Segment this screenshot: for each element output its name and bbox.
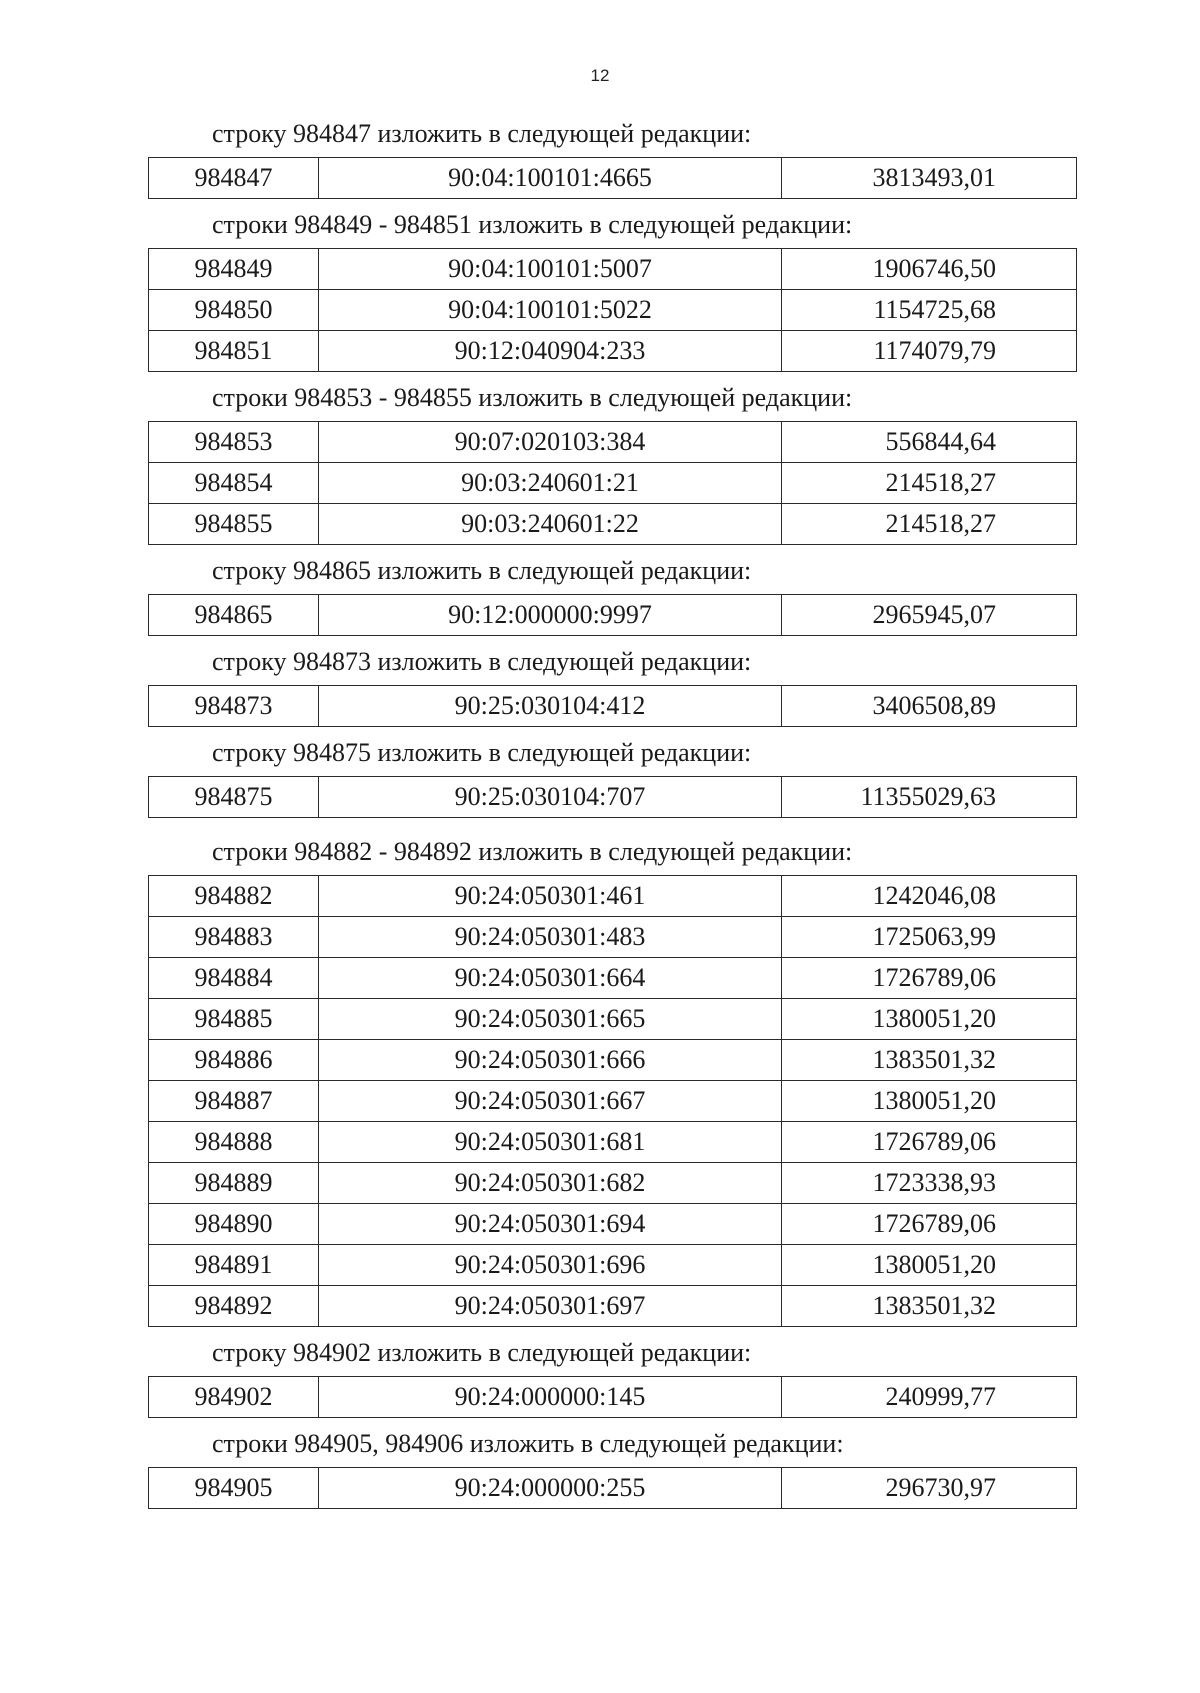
cadastral-number-cell: 90:24:000000:145 xyxy=(319,1377,782,1418)
row-number-cell: 984882 xyxy=(149,876,319,917)
cadastral-number-cell: 90:24:050301:697 xyxy=(319,1286,782,1327)
cadastral-value-cell: 1726789,06 xyxy=(782,1122,1077,1163)
amendment-instruction: строку 984865 изложить в следующей редакции: xyxy=(212,556,752,585)
table-row xyxy=(149,958,1077,999)
row-number-cell: 984891 xyxy=(149,1245,319,1286)
amendment-instruction: строку 984875 изложить в следующей редакции: xyxy=(212,738,752,767)
row-number-cell: 984865 xyxy=(149,595,319,636)
cadastral-number-cell: 90:24:050301:664 xyxy=(319,958,782,999)
cadastral-number-cell: 90:07:020103:384 xyxy=(319,422,782,463)
cadastral-value-cell: 1154725,68 xyxy=(782,290,1077,331)
table-row xyxy=(149,1286,1077,1327)
cadastral-value-cell: 3813493,01 xyxy=(782,158,1077,199)
row-number-cell: 984884 xyxy=(149,958,319,999)
cadastral-number-cell: 90:12:040904:233 xyxy=(319,331,782,372)
cadastral-number-cell: 90:24:050301:666 xyxy=(319,1040,782,1081)
table-row xyxy=(149,1245,1077,1286)
cadastral-value-cell: 11355029,63 xyxy=(782,777,1077,818)
entries-table xyxy=(148,594,1077,636)
row-number-cell: 984875 xyxy=(149,777,319,818)
row-number-cell: 984905 xyxy=(149,1468,319,1509)
amendment-section xyxy=(148,555,1078,636)
row-number-cell: 984853 xyxy=(149,422,319,463)
table-row xyxy=(149,1204,1077,1245)
amendment-section xyxy=(148,1337,1078,1418)
table-row xyxy=(149,876,1077,917)
cadastral-value-cell: 1380051,20 xyxy=(782,999,1077,1040)
entries-table xyxy=(148,776,1077,818)
amendment-instruction: строки 984853 - 984855 изложить в следующей редакции: xyxy=(212,383,853,412)
amendment-instruction: строку 984847 изложить в следующей редакции: xyxy=(212,119,752,148)
table-row xyxy=(149,595,1077,636)
cadastral-number-cell: 90:24:050301:682 xyxy=(319,1163,782,1204)
row-number-cell: 984892 xyxy=(149,1286,319,1327)
table-row xyxy=(149,290,1077,331)
amendment-section xyxy=(148,737,1078,818)
amendment-instruction: строки 984905, 984906 изложить в следующей редакции: xyxy=(212,1429,844,1458)
amendment-instruction: строки 984849 - 984851 изложить в следующей редакции: xyxy=(212,210,853,239)
cadastral-value-cell: 1726789,06 xyxy=(782,958,1077,999)
table-row xyxy=(149,158,1077,199)
table-row xyxy=(149,1377,1077,1418)
table-row xyxy=(149,1468,1077,1509)
cadastral-number-cell: 90:04:100101:5022 xyxy=(319,290,782,331)
amendment-section xyxy=(148,1428,1078,1509)
entries-table xyxy=(148,1467,1077,1509)
cadastral-number-cell: 90:03:240601:21 xyxy=(319,463,782,504)
cadastral-number-cell: 90:24:000000:255 xyxy=(319,1468,782,1509)
amendment-section xyxy=(148,209,1078,372)
amendment-section xyxy=(148,646,1078,727)
cadastral-value-cell: 214518,27 xyxy=(782,463,1077,504)
table-row xyxy=(149,1040,1077,1081)
entries-table xyxy=(148,157,1077,199)
table-row xyxy=(149,249,1077,290)
table-row xyxy=(149,917,1077,958)
amendment-instruction: строку 984902 изложить в следующей редакции: xyxy=(212,1338,752,1367)
row-number-cell: 984850 xyxy=(149,290,319,331)
row-number-cell: 984855 xyxy=(149,504,319,545)
page-number: 12 xyxy=(590,66,610,85)
row-number-cell: 984888 xyxy=(149,1122,319,1163)
cadastral-value-cell: 1383501,32 xyxy=(782,1040,1077,1081)
row-number-cell: 984847 xyxy=(149,158,319,199)
row-number-cell: 984851 xyxy=(149,331,319,372)
cadastral-number-cell: 90:25:030104:707 xyxy=(319,777,782,818)
cadastral-value-cell: 296730,97 xyxy=(782,1468,1077,1509)
amendment-section xyxy=(148,382,1078,545)
cadastral-number-cell: 90:04:100101:4665 xyxy=(319,158,782,199)
row-number-cell: 984883 xyxy=(149,917,319,958)
table-row xyxy=(149,777,1077,818)
cadastral-value-cell: 1380051,20 xyxy=(782,1081,1077,1122)
cadastral-value-cell: 1726789,06 xyxy=(782,1204,1077,1245)
cadastral-number-cell: 90:24:050301:681 xyxy=(319,1122,782,1163)
entries-table xyxy=(148,1376,1077,1418)
cadastral-value-cell: 1242046,08 xyxy=(782,876,1077,917)
amendment-instruction: строку 984873 изложить в следующей редакции: xyxy=(212,647,752,676)
cadastral-value-cell: 240999,77 xyxy=(782,1377,1077,1418)
amendment-instruction: строки 984882 - 984892 изложить в следующей редакции: xyxy=(212,837,853,866)
cadastral-number-cell: 90:24:050301:483 xyxy=(319,917,782,958)
table-row xyxy=(149,331,1077,372)
row-number-cell: 984885 xyxy=(149,999,319,1040)
entries-table xyxy=(148,421,1077,545)
table-row xyxy=(149,463,1077,504)
cadastral-number-cell: 90:12:000000:9997 xyxy=(319,595,782,636)
row-number-cell: 984873 xyxy=(149,686,319,727)
cadastral-number-cell: 90:24:050301:696 xyxy=(319,1245,782,1286)
table-row xyxy=(149,1163,1077,1204)
cadastral-value-cell: 1380051,20 xyxy=(782,1245,1077,1286)
entries-table xyxy=(148,875,1077,1327)
cadastral-value-cell: 2965945,07 xyxy=(782,595,1077,636)
cadastral-number-cell: 90:24:050301:667 xyxy=(319,1081,782,1122)
document-body xyxy=(148,118,1078,1519)
row-number-cell: 984849 xyxy=(149,249,319,290)
row-number-cell: 984887 xyxy=(149,1081,319,1122)
cadastral-value-cell: 1174079,79 xyxy=(782,331,1077,372)
row-number-cell: 984854 xyxy=(149,463,319,504)
cadastral-number-cell: 90:03:240601:22 xyxy=(319,504,782,545)
cadastral-value-cell: 214518,27 xyxy=(782,504,1077,545)
entries-table xyxy=(148,248,1077,372)
cadastral-value-cell: 1725063,99 xyxy=(782,917,1077,958)
cadastral-value-cell: 1383501,32 xyxy=(782,1286,1077,1327)
cadastral-value-cell: 1906746,50 xyxy=(782,249,1077,290)
cadastral-number-cell: 90:04:100101:5007 xyxy=(319,249,782,290)
row-number-cell: 984886 xyxy=(149,1040,319,1081)
table-row xyxy=(149,999,1077,1040)
table-row xyxy=(149,686,1077,727)
cadastral-number-cell: 90:24:050301:694 xyxy=(319,1204,782,1245)
amendment-section xyxy=(148,118,1078,199)
cadastral-value-cell: 556844,64 xyxy=(782,422,1077,463)
table-row xyxy=(149,1122,1077,1163)
table-row xyxy=(149,422,1077,463)
row-number-cell: 984890 xyxy=(149,1204,319,1245)
cadastral-value-cell: 1723338,93 xyxy=(782,1163,1077,1204)
amendment-section xyxy=(148,836,1078,1327)
entries-table xyxy=(148,685,1077,727)
table-row xyxy=(149,1081,1077,1122)
cadastral-value-cell: 3406508,89 xyxy=(782,686,1077,727)
row-number-cell: 984889 xyxy=(149,1163,319,1204)
cadastral-number-cell: 90:24:050301:665 xyxy=(319,999,782,1040)
row-number-cell: 984902 xyxy=(149,1377,319,1418)
cadastral-number-cell: 90:25:030104:412 xyxy=(319,686,782,727)
cadastral-number-cell: 90:24:050301:461 xyxy=(319,876,782,917)
table-row xyxy=(149,504,1077,545)
